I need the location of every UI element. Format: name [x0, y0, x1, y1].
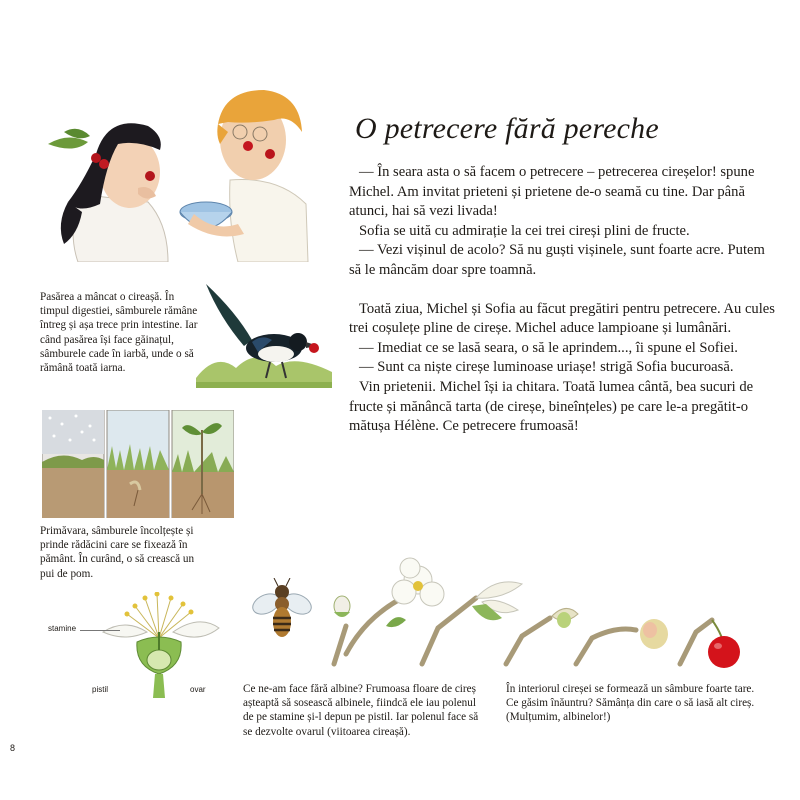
- children-illustration: [38, 84, 310, 262]
- magpie-illustration: [196, 282, 332, 388]
- story-paragraph: — Vezi vișinul de acolo? Să nu guști vișinele, sunt foarte acre. Putem să le mâncăm doar spre toamnă.: [349, 242, 765, 278]
- story-text: [349, 163, 779, 437]
- stamine-label: stamine: [48, 624, 77, 633]
- bird-caption: Pasărea a mâncat o cireașă. În timpul digestiei, sâmburele rămâne întreg și așa trece prin intestine. Iar când pasărea își face găinațul, sâmburele cade în iarbă, unde o să rămână toată iarna.: [40, 291, 198, 375]
- sprout-caption: Primăvara, sâmburele încolțește și prinde rădăcini care se fixează în pământ. În curând, o să crească un pui de pom.: [40, 525, 195, 580]
- bees-caption: Ce ne-am face fără albine? Frumoasa floare de cireș așteaptă să sosească albinele, fiindcă ele iau polenul de pe stamine și-l depun pe pistil. Iar polenul face să se dezvolte ovarul (viitoarea cireașă).: [243, 683, 479, 738]
- fruit-caption: În interiorul cireșei se formează un sâmbure foarte tare. Ce găsim înăuntru? Sămânța din care o să iasă alt cireș. (Mulțumim, albinelor!): [506, 683, 755, 724]
- story-paragraph: — În seara asta o să facem o petrecere – petrecerea cireșelor! spune Michel. Am invitat prieteni și prietene de-o seamă cu tine. Dar până atunci, hai să vezi livada!: [349, 164, 755, 220]
- flower-diagram: [95, 592, 225, 698]
- story-paragraph: — Sunt ca niște cireșe luminoase uriașe! strigă Sofia bucuroasă.: [359, 359, 734, 376]
- story-paragraph: Sofia se uită cu admirație la cei trei cireși plini de fructe.: [359, 222, 690, 239]
- story-paragraph: — Imediat ce se lasă seara, o să le aprindem..., îi spune el Sofiei.: [359, 339, 738, 356]
- story-paragraph: Toată ziua, Michel și Sofia au făcut pregătiri pentru petrecere. Au cules trei coșulețe pline de cireșe. Michel aduce lampioane și lumânări.: [349, 300, 775, 337]
- page-number: 8: [10, 743, 16, 753]
- page-title: O petrecere fără pereche: [355, 112, 659, 145]
- ovar-label: ovar: [190, 685, 206, 694]
- pistil-label: pistil: [92, 685, 109, 694]
- bee-illustration: [252, 578, 312, 640]
- sprouting-illustration: [42, 410, 234, 518]
- stamine-pointer: [80, 630, 120, 631]
- story-paragraph: Vin prietenii. Michel își ia chitara. Toată lumea cântă, bea sucuri de fructe și mănâncă tarta (de cireșe, bineînțeles) pe care le-a pregătit-o mătușa Hélène. Ce petrecere frumoasă!: [349, 378, 754, 435]
- cherry-growth-sequence: [326, 556, 748, 668]
